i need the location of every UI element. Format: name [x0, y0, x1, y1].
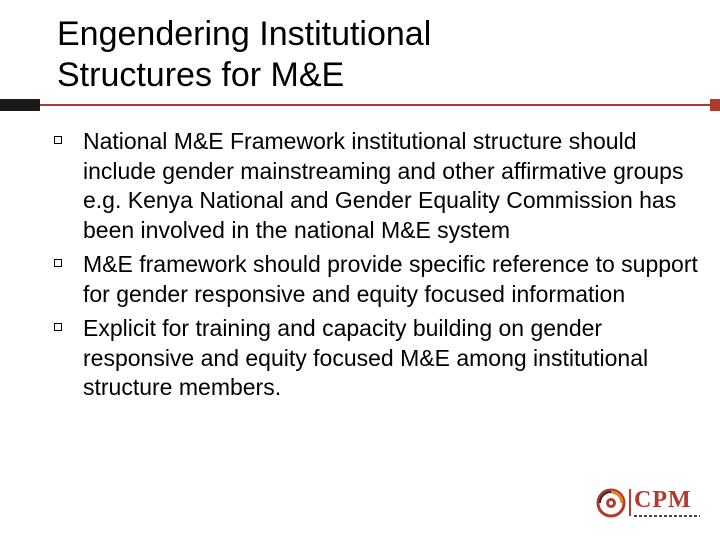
bullet-text: M&E framework should provide specific reference to support for gender responsive and equity focused information — [83, 251, 698, 307]
title-divider — [0, 99, 720, 111]
slide-title-line-1: Engendering Institutional — [57, 15, 432, 53]
square-bullet-icon — [54, 323, 62, 331]
slide-title-line-2: Structures for M&E — [57, 56, 345, 94]
square-bullet-icon — [54, 136, 62, 144]
logo-text: CPM — [634, 487, 692, 513]
cpm-emblem-icon — [596, 488, 626, 518]
title-divider-line — [40, 104, 710, 106]
bullet-text: Explicit for training and capacity building on gender responsive and equity focused M&E among institutional structure members. — [83, 315, 649, 400]
slide-title — [57, 14, 617, 96]
bullet-item — [50, 250, 700, 309]
logo-divider — [629, 489, 631, 516]
title-divider-red-block — [710, 99, 720, 111]
bullet-list — [50, 127, 700, 408]
bullet-text: National M&E Framework institutional structure should include gender mainstreaming and other affirmative groups e.g. Kenya National and Gender Equality Commission has been involved in the national M&E system — [83, 128, 684, 243]
logo-tagline-decoration — [634, 515, 700, 517]
bullet-item — [50, 314, 700, 403]
cpm-logo — [594, 486, 704, 522]
square-bullet-icon — [54, 259, 62, 267]
title-divider-dark-block — [0, 99, 40, 111]
bullet-item — [50, 127, 700, 245]
